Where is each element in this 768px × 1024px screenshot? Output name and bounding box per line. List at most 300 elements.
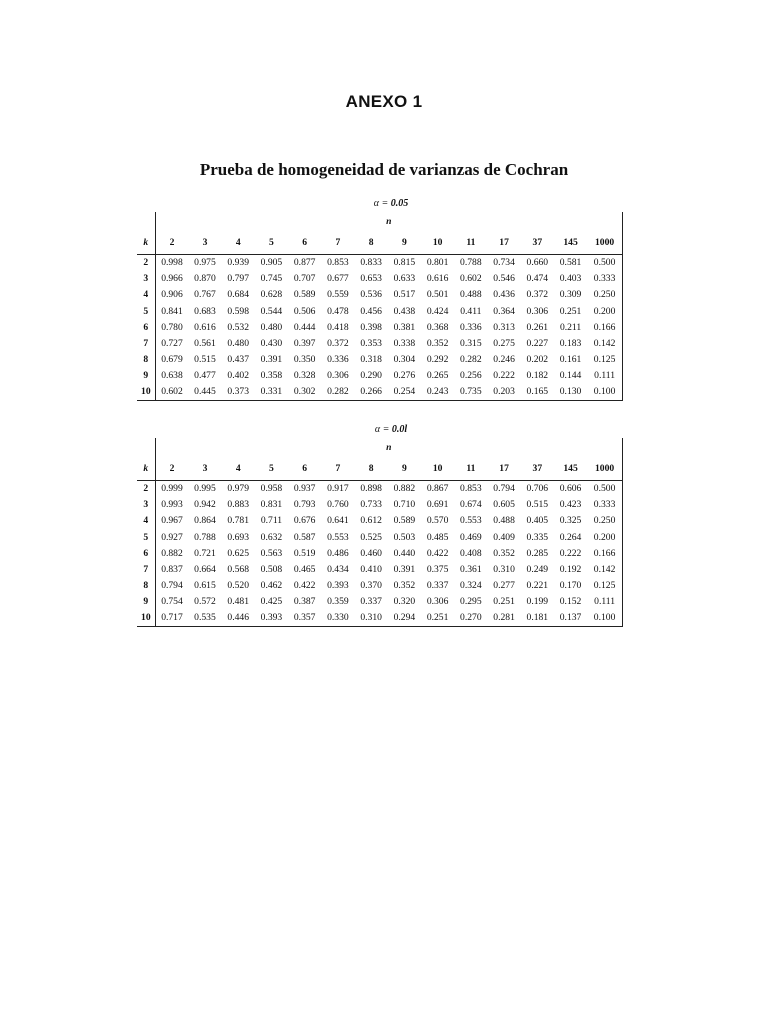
table-cell: 0.993 [161,499,183,511]
row-header-k: 9 [137,368,155,384]
table-cell: 0.202 [526,353,549,365]
table-row [137,287,623,303]
table-row [137,384,623,401]
table-cell: 0.391 [393,563,416,575]
table-cell: 0.324 [460,579,482,591]
table-cell: 0.310 [355,610,388,627]
table-cell: 0.440 [393,547,416,559]
table-cell: 0.602 [460,273,482,285]
table-cell: 0.333 [587,271,622,287]
table-cell: 0.290 [360,369,382,381]
table-cell: 0.398 [360,321,382,333]
column-header-n: 37 [521,232,554,255]
table-cell: 0.411 [460,305,482,317]
table-cell: 0.721 [194,547,216,559]
table-cell: 0.309 [559,289,582,301]
table-cell: 0.486 [327,547,349,559]
column-header-n: 4 [222,458,255,481]
table-cell: 0.707 [293,273,316,285]
table-cell: 0.250 [587,287,622,303]
table-cell: 0.883 [227,499,249,511]
table-cell: 0.664 [194,563,216,575]
table-cell: 0.336 [327,353,349,365]
column-header-n: 17 [487,458,520,481]
column-header-n: 37 [521,458,554,481]
table-cell: 0.203 [487,384,520,401]
table-cell: 0.477 [194,369,216,381]
alpha-value: 0.05 [390,198,409,209]
row-header-k: 4 [137,287,155,303]
table-cell: 0.706 [526,483,549,495]
table-cell: 0.853 [327,257,349,269]
table-cell: 0.251 [559,305,582,317]
table-cell: 0.612 [360,515,382,527]
table-cell: 0.142 [587,335,622,351]
table-cell: 0.410 [360,563,382,575]
table-cell: 0.281 [487,610,520,627]
table-row [137,578,623,594]
table-cell: 0.532 [227,321,249,333]
table-cell: 0.335 [526,531,549,543]
table-row [137,368,623,384]
table-cell: 0.469 [460,531,482,543]
table-cell: 0.999 [161,483,183,495]
row-header-k: 6 [137,319,155,335]
table-cell: 0.581 [559,257,582,269]
table-cell: 0.767 [194,289,216,301]
table-cell: 0.710 [393,499,416,511]
column-header-n: 145 [554,458,587,481]
table-cell: 0.438 [393,305,416,317]
table-cell: 0.676 [293,515,316,527]
table-cell: 0.937 [293,483,316,495]
table-cell: 0.602 [155,384,188,401]
row-header-k: 2 [137,255,155,272]
table-cell: 0.906 [161,289,183,301]
table-cell: 0.958 [260,483,283,495]
table-cell: 0.353 [360,337,382,349]
table-cell: 0.352 [493,547,515,559]
table-cell: 0.559 [327,289,349,301]
table-cell: 0.403 [559,273,582,285]
table-cell: 0.430 [260,337,283,349]
table-cell: 0.275 [493,337,515,349]
table-cell: 0.445 [188,384,221,401]
table-cell: 0.306 [526,305,549,317]
table-cell: 0.605 [493,499,515,511]
table-cell: 0.331 [255,384,288,401]
column-header-n: 11 [454,458,487,481]
table-cell: 0.456 [360,305,382,317]
table-cell: 0.927 [161,531,183,543]
table-cell: 0.679 [161,353,183,365]
n-axis-label: n [155,438,622,458]
table-cell: 0.474 [526,273,549,285]
column-header-n: 7 [321,458,354,481]
table-cell: 0.793 [293,499,316,511]
table-cell: 0.754 [161,595,183,607]
table-cell: 0.251 [421,610,454,627]
row-header-k: 7 [137,561,155,577]
table-cell: 0.318 [360,353,382,365]
table-cell: 0.111 [587,594,622,610]
table-cell: 0.979 [227,483,249,495]
table-cell: 0.478 [327,305,349,317]
table-row [137,594,623,610]
cochran-table-alpha-001 [137,422,625,627]
table-cell: 0.841 [161,305,183,317]
table-cell: 0.517 [393,289,416,301]
table-cell: 0.831 [260,499,283,511]
table-cell: 0.192 [559,563,582,575]
table-cell: 0.246 [493,353,515,365]
table-cell: 0.794 [493,483,515,495]
n-axis-label: n [155,212,622,232]
document-title: Prueba de homogeneidad de varianzas de Cochran [199,160,569,179]
table-cell: 0.285 [526,547,549,559]
table-cell: 0.589 [393,515,416,527]
column-header-n: 6 [288,232,321,255]
table-cell: 0.616 [194,321,216,333]
table-cell: 0.295 [460,595,482,607]
table-row [137,610,623,627]
column-header-n: 2 [155,232,188,255]
table-cell: 0.304 [393,353,416,365]
table-cell: 0.182 [526,369,549,381]
table-cell: 0.727 [161,337,183,349]
table-cell: 0.265 [426,369,449,381]
table-cell: 0.251 [493,595,515,607]
table-cell: 0.375 [426,563,449,575]
table-cell: 0.381 [393,321,416,333]
table-cell: 0.302 [288,384,321,401]
table-cell: 0.254 [388,384,421,401]
table-cell: 0.535 [188,610,221,627]
table-cell: 0.837 [161,563,183,575]
table-cell: 0.405 [526,515,549,527]
table-cell: 0.942 [194,499,216,511]
table-cell: 0.995 [194,483,216,495]
table-row [137,545,623,561]
table-cell: 0.519 [293,547,316,559]
table-cell: 0.325 [559,515,582,527]
table-cell: 0.660 [526,257,549,269]
table-cell: 0.402 [227,369,249,381]
table-cell: 0.373 [222,384,255,401]
table-cell: 0.561 [194,337,216,349]
table-cell: 0.500 [587,481,622,498]
k-axis-label: k [137,232,155,255]
table-row [137,319,623,335]
column-header-n: 10 [421,458,454,481]
row-header-k: 5 [137,529,155,545]
cochran-table-alpha-005 [137,196,625,401]
table-cell: 0.393 [327,579,349,591]
table-cell: 0.222 [493,369,515,381]
table-cell: 0.506 [293,305,316,317]
table-cell: 0.794 [161,579,183,591]
table-cell: 0.437 [227,353,249,365]
table-cell: 0.270 [454,610,487,627]
table-cell: 0.877 [293,257,316,269]
table-cell: 0.905 [260,257,283,269]
table-cell: 0.166 [587,319,622,335]
table-cell: 0.328 [293,369,316,381]
table-cell: 0.788 [194,531,216,543]
table-cell: 0.966 [161,273,183,285]
table-cell: 0.711 [260,515,283,527]
table-cell: 0.625 [227,547,249,559]
table-cell: 0.781 [227,515,249,527]
column-header-n: 7 [321,232,354,255]
row-header-k: 10 [137,384,155,401]
table-cell: 0.199 [526,595,549,607]
table-cell: 0.306 [327,369,349,381]
table-cell: 0.434 [327,563,349,575]
alpha-value: 0.0l [391,424,408,435]
table-cell: 0.734 [493,257,515,269]
table-cell: 0.465 [293,563,316,575]
table-cell: 0.425 [260,595,283,607]
table-cell: 0.589 [293,289,316,301]
table-cell: 0.256 [460,369,482,381]
table-cell: 0.320 [393,595,416,607]
table-cell: 0.423 [559,499,582,511]
column-header-n: 10 [421,232,454,255]
table-cell: 0.142 [587,561,622,577]
table-cell: 0.277 [493,579,515,591]
table-cell: 0.780 [161,321,183,333]
table-row [137,303,623,319]
table-cell: 0.152 [559,595,582,607]
table-cell: 0.633 [393,273,416,285]
column-header-n: 17 [487,232,520,255]
alpha-label [157,422,625,438]
table-cell: 0.444 [293,321,316,333]
table-cell: 0.653 [360,273,382,285]
table-cell: 0.337 [426,579,449,591]
table-cell: 0.165 [521,384,554,401]
table-cell: 0.745 [260,273,283,285]
table-cell: 0.310 [493,563,515,575]
table-cell: 0.735 [454,384,487,401]
row-header-k: 7 [137,335,155,351]
table-cell: 0.370 [360,579,382,591]
table-cell: 0.352 [393,579,416,591]
table-cell: 0.515 [526,499,549,511]
table-cell: 0.222 [559,547,582,559]
critical-values-table [137,438,623,627]
row-header-k: 5 [137,303,155,319]
table-cell: 0.801 [426,257,449,269]
column-header-n: 2 [155,458,188,481]
table-cell: 0.998 [161,257,183,269]
table-cell: 0.867 [426,483,449,495]
row-header-k: 2 [137,481,155,498]
table-cell: 0.480 [260,321,283,333]
table-cell: 0.397 [293,337,316,349]
table-cell: 0.333 [587,497,622,513]
header-spacer [137,212,155,232]
table-cell: 0.485 [426,531,449,543]
alpha-prefix: α = [373,198,391,209]
column-header-n: 4 [222,232,255,255]
table-cell: 0.833 [360,257,382,269]
table-cell: 0.361 [460,563,482,575]
table-cell: 0.161 [559,353,582,365]
column-header-n: 5 [255,232,288,255]
table-cell: 0.460 [360,547,382,559]
table-cell: 0.553 [460,515,482,527]
table-cell: 0.261 [526,321,549,333]
table-cell: 0.306 [426,595,449,607]
table-cell: 0.436 [493,289,515,301]
table-cell: 0.615 [194,579,216,591]
table-cell: 0.501 [426,289,449,301]
table-cell: 0.125 [587,352,622,368]
table-cell: 0.632 [260,531,283,543]
table-cell: 0.898 [360,483,382,495]
column-header-n: 145 [554,232,587,255]
table-cell: 0.227 [526,337,549,349]
critical-values-table [137,212,623,401]
column-header-n: 5 [255,458,288,481]
row-header-k: 3 [137,271,155,287]
table-cell: 0.315 [460,337,482,349]
table-cell: 0.276 [393,369,416,381]
table-cell: 0.500 [587,255,622,272]
table-cell: 0.717 [155,610,188,627]
table-cell: 0.570 [426,515,449,527]
table-cell: 0.250 [587,513,622,529]
table-cell: 0.488 [460,289,482,301]
table-row [137,513,623,529]
table-cell: 0.282 [460,353,482,365]
table-cell: 0.111 [587,368,622,384]
table-cell: 0.967 [161,515,183,527]
table-row [137,497,623,513]
table-cell: 0.480 [227,337,249,349]
table-cell: 0.282 [321,384,354,401]
table-cell: 0.200 [587,529,622,545]
table-cell: 0.488 [493,515,515,527]
table-cell: 0.418 [327,321,349,333]
table-cell: 0.166 [587,545,622,561]
table-cell: 0.674 [460,499,482,511]
table-cell: 0.249 [526,563,549,575]
table-cell: 0.797 [227,273,249,285]
table-cell: 0.137 [554,610,587,627]
table-cell: 0.683 [194,305,216,317]
table-cell: 0.446 [222,610,255,627]
table-cell: 0.181 [521,610,554,627]
table-cell: 0.211 [559,321,582,333]
table-cell: 0.572 [194,595,216,607]
table-cell: 0.387 [293,595,316,607]
table-cell: 0.294 [388,610,421,627]
column-header-n: 8 [355,232,388,255]
table-cell: 0.691 [426,499,449,511]
row-header-k: 3 [137,497,155,513]
table-cell: 0.684 [227,289,249,301]
table-cell: 0.616 [426,273,449,285]
table-cell: 0.409 [493,531,515,543]
column-header-n: 8 [355,458,388,481]
table-cell: 0.939 [227,257,249,269]
table-cell: 0.243 [421,384,454,401]
table-cell: 0.372 [327,337,349,349]
table-cell: 0.788 [460,257,482,269]
table-cell: 0.628 [260,289,283,301]
table-cell: 0.313 [493,321,515,333]
alpha-label [157,196,625,212]
table-cell: 0.733 [360,499,382,511]
table-cell: 0.546 [493,273,515,285]
table-cell: 0.358 [260,369,283,381]
table-cell: 0.330 [321,610,354,627]
alpha-prefix: α = [374,424,392,435]
header-spacer [137,438,155,458]
table-row [137,561,623,577]
table-cell: 0.870 [194,273,216,285]
table-cell: 0.882 [161,547,183,559]
column-header-n: 3 [188,232,221,255]
table-row [137,529,623,545]
table-cell: 0.462 [260,579,283,591]
table-cell: 0.520 [227,579,249,591]
table-row [137,255,623,272]
column-header-n: 1000 [587,458,622,481]
table-cell: 0.568 [227,563,249,575]
table-cell: 0.368 [426,321,449,333]
row-header-k: 10 [137,610,155,627]
table-cell: 0.130 [554,384,587,401]
column-header-n: 3 [188,458,221,481]
table-cell: 0.587 [293,531,316,543]
table-cell: 0.481 [227,595,249,607]
table-cell: 0.606 [559,483,582,495]
table-cell: 0.200 [587,303,622,319]
column-header-n: 9 [388,232,421,255]
table-cell: 0.882 [393,483,416,495]
table-cell: 0.408 [460,547,482,559]
row-header-k: 8 [137,578,155,594]
table-cell: 0.338 [393,337,416,349]
row-header-k: 9 [137,594,155,610]
row-header-k: 4 [137,513,155,529]
table-cell: 0.125 [587,578,622,594]
table-cell: 0.422 [293,579,316,591]
column-header-n: 9 [388,458,421,481]
table-cell: 0.100 [587,610,622,627]
row-header-k: 6 [137,545,155,561]
table-cell: 0.641 [327,515,349,527]
table-cell: 0.393 [255,610,288,627]
table-cell: 0.266 [355,384,388,401]
table-cell: 0.536 [360,289,382,301]
table-cell: 0.864 [194,515,216,527]
table-cell: 0.515 [194,353,216,365]
table-cell: 0.815 [393,257,416,269]
column-header-n: 11 [454,232,487,255]
table-cell: 0.917 [327,483,349,495]
table-cell: 0.336 [460,321,482,333]
table-cell: 0.359 [327,595,349,607]
table-cell: 0.350 [293,353,316,365]
table-cell: 0.553 [327,531,349,543]
table-cell: 0.264 [559,531,582,543]
table-cell: 0.563 [260,547,283,559]
